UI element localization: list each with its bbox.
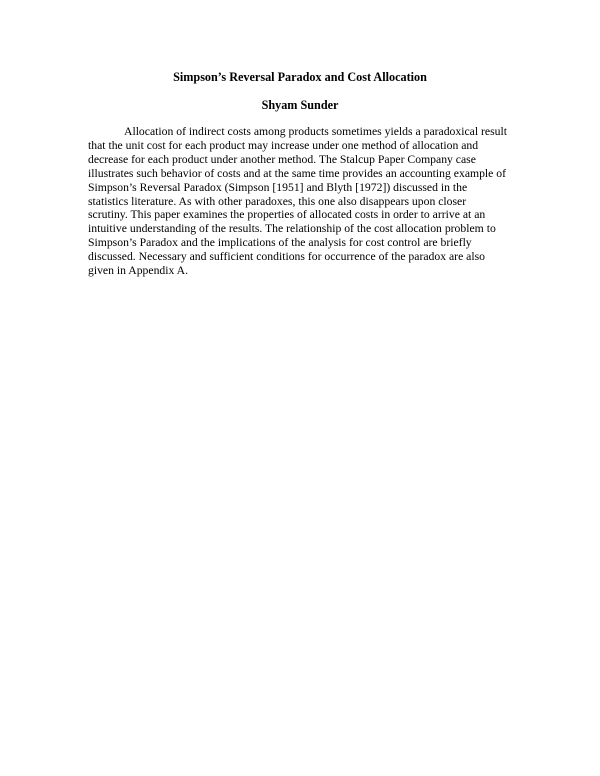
abstract-line: that the unit cost for each product may increase under one method of allocation and: [88, 138, 479, 152]
abstract-line: scrutiny. This paper examines the properties of allocated costs in order to arrive at an: [88, 208, 486, 222]
abstract-line: intuitive understanding of the results. The relationship of the cost allocation problem to: [88, 222, 496, 236]
abstract-line: statistics literature. As with other paradoxes, this one also disappears upon closer: [88, 194, 467, 208]
abstract-line: Simpson’s Reversal Paradox (Simpson [1951] and Blyth [1972]) discussed in the: [88, 180, 468, 194]
abstract-line: Simpson’s Paradox and the implications of the analysis for cost control are briefly: [88, 236, 472, 250]
abstract-paragraph: [88, 125, 528, 278]
paper-title: Simpson’s Reversal Paradox and Cost Allocation: [173, 70, 427, 84]
abstract-line: illustrates such behavior of costs and at the same time provides an accounting example of: [88, 166, 507, 180]
abstract-line: discussed. Necessary and sufficient conditions for occurrence of the paradox are also: [88, 250, 486, 264]
paper-author: Shyam Sunder: [261, 98, 339, 112]
abstract-line: Allocation of indirect costs among products sometimes yields a paradoxical result: [124, 125, 507, 138]
abstract-line: decrease for each product under another method. The Stalcup Paper Company case: [88, 152, 476, 166]
abstract-line: given in Appendix A.: [88, 264, 188, 278]
